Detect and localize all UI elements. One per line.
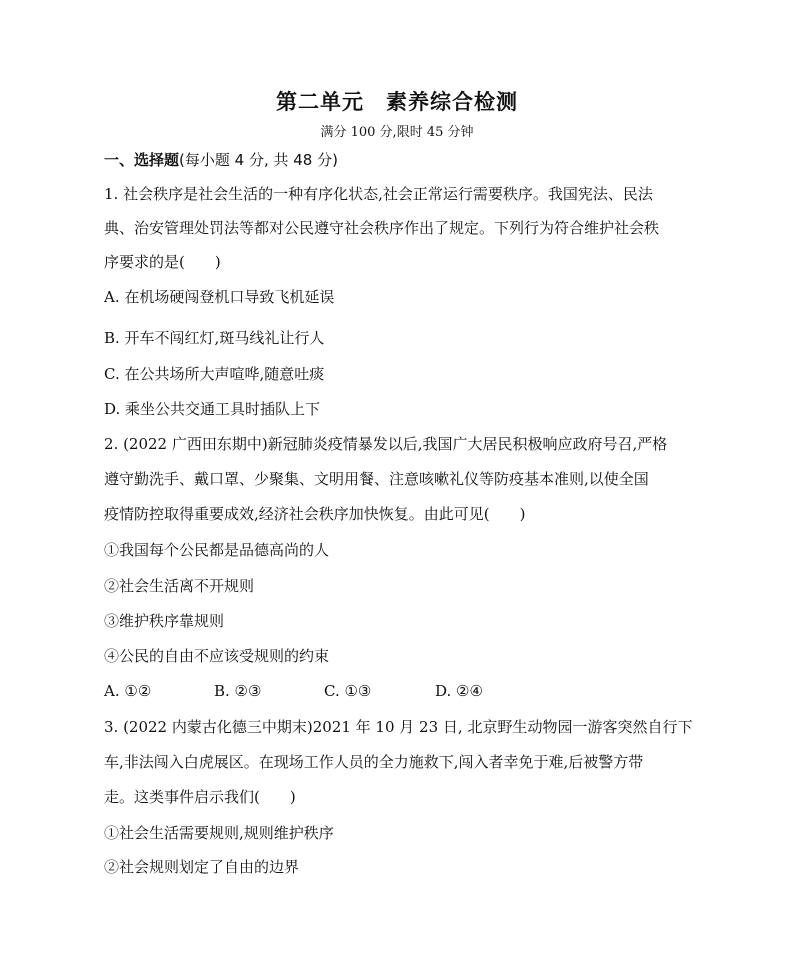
q2-choice-b: B. ②③ — [214, 682, 262, 700]
q1-option-b: B. 开车不闯红灯,斑马线礼让行人 — [104, 329, 325, 347]
q1-option-c: C. 在公共场所大声喧哗,随意吐痰 — [104, 365, 325, 383]
q3-statement-1: ①社会生活需要规则,规则维护秩序 — [104, 824, 334, 842]
q1-line-3: 序要求的是( ) — [104, 253, 221, 271]
q1-line-1: 1. 社会秩序是社会生活的一种有序化状态,社会正常运行需要秩序。我国宪法、民法 — [104, 185, 653, 203]
q3-statement-2: ②社会规则划定了自由的边界 — [104, 858, 300, 876]
q1-option-d: D. 乘坐公共交通工具时插队上下 — [104, 400, 321, 418]
q3-line-3: 走。这类事件启示我们( ) — [104, 788, 296, 806]
q3-line-1: 3. (2022 内蒙古化德三中期末)2021 年 10 月 23 日, 北京野生动物园一游客突然自行下 — [104, 718, 693, 736]
page-title: 第二单元 素养综合检测 — [276, 90, 518, 114]
q2-choice-d: D. ②④ — [435, 682, 483, 700]
q2-statement-4: ④公民的自由不应该受规则的约束 — [104, 647, 330, 665]
q3-line-2: 车,非法闯入白虎展区。在现场工作人员的全力施救下,闯入者幸免于难,后被警方带 — [104, 753, 644, 771]
section-title: 一、选择题 — [104, 151, 180, 169]
q2-choice-c: C. ①③ — [324, 682, 372, 700]
page-subtitle: 满分 100 分,限时 45 分钟 — [320, 125, 474, 140]
q2-statement-1: ①我国每个公民都是品德高尚的人 — [104, 541, 330, 559]
q1-line-2: 典、治安管理处罚法等都对公民遵守社会秩序作出了规定。下列行为符合维护社会秩 — [104, 219, 660, 237]
q1-option-a: A. 在机场硬闯登机口导致飞机延误 — [104, 288, 335, 306]
section-heading — [104, 150, 338, 170]
q2-line-1: 2. (2022 广西田东期中)新冠肺炎疫情暴发以后,我国广大居民积极响应政府号召,严格 — [104, 435, 668, 453]
q2-choice-a: A. ①② — [104, 682, 152, 700]
q2-statement-3: ③维护秩序靠规则 — [104, 612, 225, 630]
q2-line-3: 疫情防控取得重要成效,经济社会秩序加快恢复。由此可见( ) — [104, 505, 526, 523]
q2-statement-2: ②社会生活离不开规则 — [104, 577, 255, 595]
section-note: (每小题 4 分, 共 48 分) — [179, 151, 338, 169]
q2-line-2: 遵守勤洗手、戴口罩、少聚集、文明用餐、注意咳嗽礼仪等防疫基本准则,以使全国 — [104, 470, 649, 488]
